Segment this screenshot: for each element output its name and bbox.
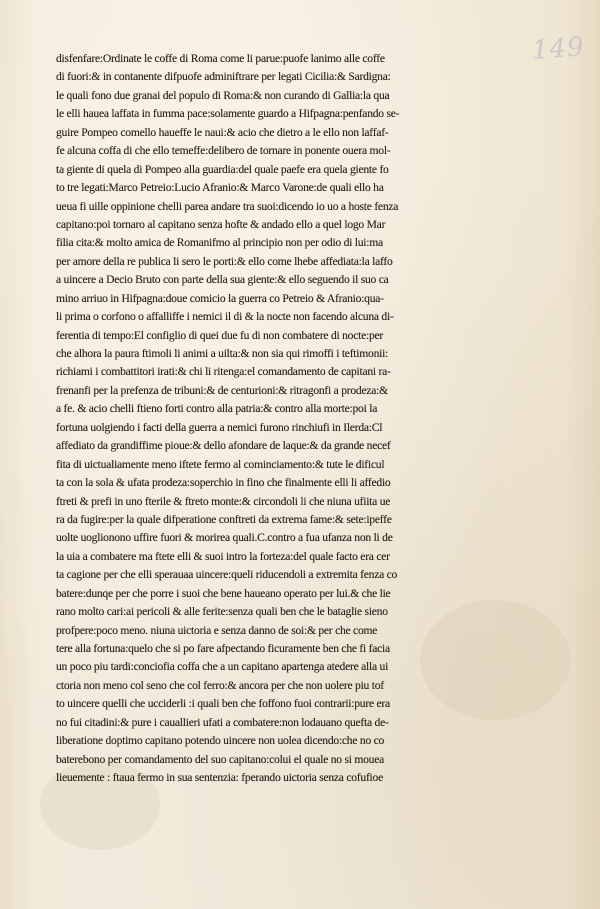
text-line: richiami i combattitori irati:& chi li ritenga:el comandamento de capitani ra- bbox=[56, 365, 391, 379]
text-line: ta con la sola & ufata prodeza:soperchio in fino che finalmente elli li affedio bbox=[56, 476, 391, 490]
text-line: a fe. & acio chelli ftieno forti contro alla patria:& contro alla morte:poi la bbox=[56, 402, 378, 416]
text-line: per amore della re publica li sero le porti:& ello come lhebe affediata:la laffo bbox=[56, 254, 393, 268]
text-line: mino arriuo in Hifpagna:doue comicio la guerra co Petreio & Afranio:qua- bbox=[56, 291, 384, 305]
text-line: ueua fi uille oppinione chelli parea andare tra suoi:dicendo io uo a hoste fenza bbox=[56, 199, 399, 213]
folio-number: 149 bbox=[531, 32, 586, 66]
text-line: batere:dunqe per che porre i suoi che bene haueano operato per lui.& che lie bbox=[56, 586, 391, 600]
text-line: filia cita:& molto amica de Romanifmo al principio non per odio di lui:ma bbox=[56, 236, 383, 250]
text-line: liberatione doptimo capitano potendo uincere non uolea dicendo:che no co bbox=[56, 734, 385, 748]
text-line: fe alcuna coffa di che ello temeffe:delibero de tornare in ponente ouera mol- bbox=[56, 144, 391, 158]
text-line: baterebono per comandamento del suo capitano:colui el quale no si mouea bbox=[56, 752, 385, 766]
text-line: che alhora la paura ftimoli li animi a uilta:& non sia qui rimoffi i teftimonii: bbox=[56, 347, 389, 360]
text-line: fortuna uolgiendo i facti della guerra a nemici furono rinchiufi in Ilerda:Cl bbox=[56, 420, 383, 434]
text-line: no fui citadini:& pure i cauallieri ufati a combatere:non lodauano quefta de- bbox=[56, 715, 389, 729]
text-line: disfenfare:Ordinate le coffe di Roma come li parue:puofe lanimo alle coffe bbox=[56, 52, 385, 65]
text-line: lieuemente : ftaua fermo in sua sentenzia: fperando uictoria senza cofufioe bbox=[56, 771, 383, 785]
text-line: guire Pompeo comello haueffe le naui:& acio che dietro a le ello non laffaf- bbox=[56, 125, 389, 139]
text-line: ta cagione per che elli sperauaa uincere:queli riducendoli a extremita fenza co bbox=[56, 568, 398, 582]
text-line: la uia a combatere ma ftete elli & suoi intro la forteza:del quale facto era cer bbox=[56, 549, 390, 563]
text-line: rano molto cari:ai pericoli & alle ferite:senza quali ben che le bataglie sieno bbox=[56, 605, 388, 619]
text-line: ferentia di tempo:El configlio di quei due fu di non combatere di nocte:per bbox=[56, 328, 384, 342]
text-line: to tre legati:Marco Petreio:Lucio Afranio:& Marco Varone:de quali ello ha bbox=[56, 181, 384, 195]
text-line: un poco piu tardi:conciofia coffa che a un capitano apartenga atedere alla ui bbox=[56, 660, 389, 674]
text-line: uolte uoglionono uffire fuori & morirea quali.C.contro a fua ufanza non li de bbox=[56, 531, 393, 545]
text-line: di fuori:& in contanente difpuofe adminiftrare per legati Cicilia:& Sardigna: bbox=[56, 70, 391, 84]
text-line: le quali fono due granai del populo di Roma:& non curando di Gallia:la qua bbox=[56, 88, 390, 102]
text-line: ta giente di quela di Pompeo alla guardia:del quale paefe era quela giente fo bbox=[56, 162, 389, 176]
text-line: capitano:poi tornaro al capitano senza hofte & andado ello a quel logo Mar bbox=[56, 217, 386, 231]
text-line: frenanfi per la prefenza de tribuni:& de centurioni:& ritragonfi a prodeza:& bbox=[56, 383, 388, 397]
text-line: ra da fugire:per la quale difperatione conftreti da extrema fame:& sete:ipeffe bbox=[56, 512, 392, 526]
text-line: ftreti & prefi in uno fterile & ftreto monte:& circondoli li che niuna ufiita ue bbox=[56, 494, 391, 508]
text-line: le elli hauea laffata in fumma pace:solamente guardo a Hifpagna:penfando se- bbox=[56, 107, 400, 121]
text-line: to uincere quelli che ucciderli :i quali ben che foffono fuoi contrarii:pure era bbox=[56, 697, 390, 711]
text-line: fita di uictualiamente meno iftete fermo al cominciamento:& tute le dificul bbox=[56, 457, 385, 471]
text-line: a uincere a Decio Bruto con parte della sua giente:& ello seguendo il suo ca bbox=[56, 273, 389, 287]
text-line: affediato da grandiffime pioue:& dello afondare de laque:& da grande necef bbox=[56, 439, 391, 453]
text-line: ctoria non meno col seno che col ferro:& ancora per che non uolere piu tof bbox=[56, 678, 384, 692]
text-line: profpere:poco meno. niuna uictoria e senza danno de soi:& per che come bbox=[56, 623, 378, 637]
text-line: li prima o corfono o affalliffe i nemici il di & la nocte non facendo alcuna di- bbox=[56, 310, 394, 324]
text-block bbox=[56, 50, 556, 788]
text-line: tere alla fortuna:quelo che si po fare afpectando ficuramente ben che fi facia bbox=[56, 642, 390, 655]
